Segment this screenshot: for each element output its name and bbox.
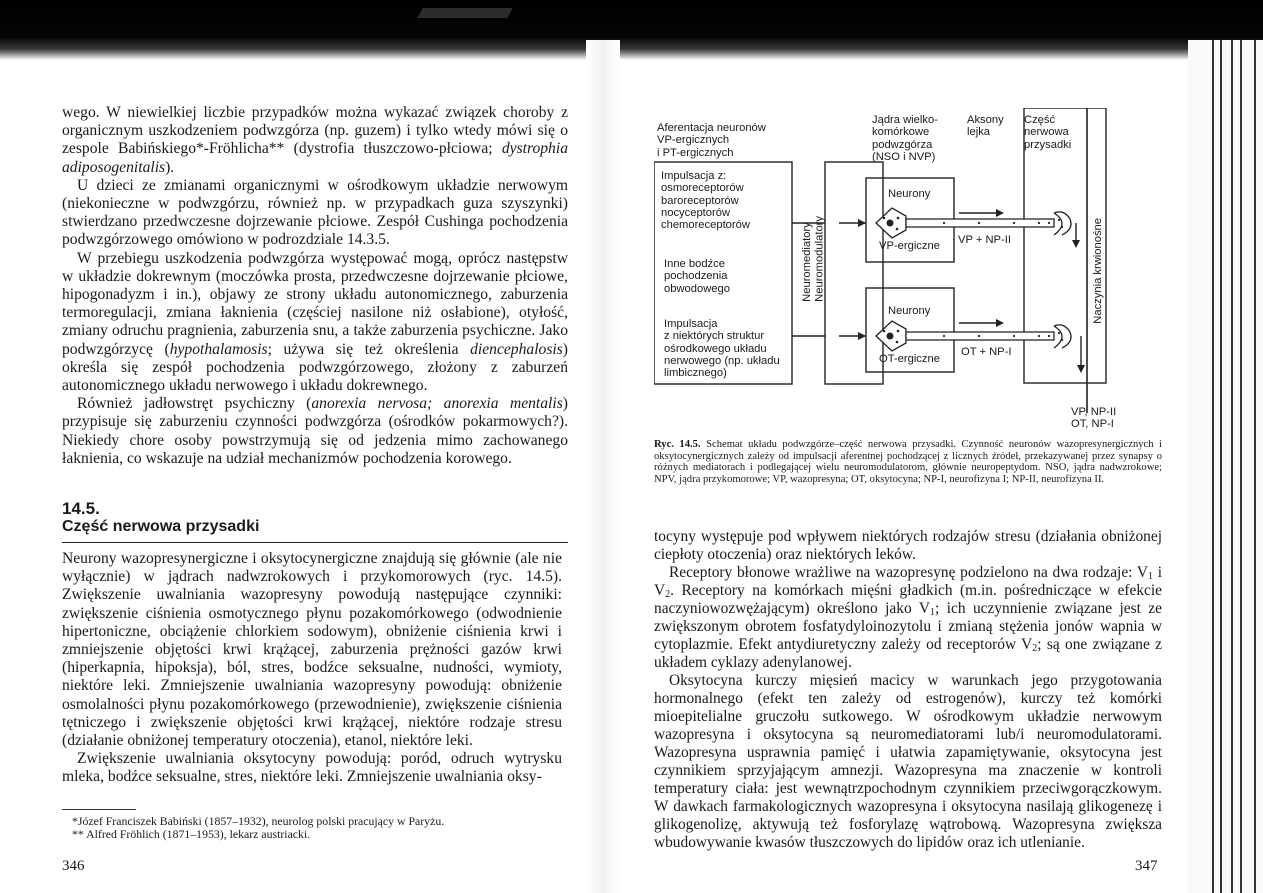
vp-neuron-label: Neurony (888, 188, 931, 200)
scan-dark-edge (0, 0, 1263, 60)
paragraph: W przebiegu uszkodzenia podwzgórza występować mogą, oprócz następstw w układzie dokrewnym (moczówka prosta, przedwczesne dojrzewanie płciowe, hipogonadyzm i in.), objawy ze strony układu autonomicznego, zaburzenia termoregulacji, zmiana łaknienia (częściej nasilone niż osłabione), otyłość, zmiany odruchu pragnienia, zaburzenia snu, a także zaburzenia psychiczne. Jako podwzgórzycę (hypothalamosis; używa się też określenia diencephalosis) określa się zespół pochodzenia podwzgórzowego, złożony z zaburzeń autonomicznego układu nerwowego i układu dokrewnego. (62, 249, 568, 395)
paragraph: wego. W niewielkiej liczbie przypadków można wykazać związek choroby z organicznym uszkodzeniem podwzgórza (np. guzem) i tylko wtedy mówi się o zespole Babińskiego*-Fröhlicha** (dystrofia tłuszczowo-płciowa; dystrophia adiposogenitalis). (62, 104, 568, 176)
paragraph: Receptory błonowe wrażliwe na wazopresynę podzielono na dwa rodzaje: $V_1$ i $V_2$. Receptory na komórkach mięśni gładkich (m.in. pośredniczące w efekcie naczyniowozwężającym) określono jako $V_1$; ich uczynnienie związane jest ze zwiększonym obrotem fosfatydyloinozytolu i zmianą stężenia jonów wapnia w cytoplazmie. Efekt antydiuretyczny zależy od receptorów $V_2$; są one związane z układem cyklazy adenylanowej. (654, 564, 1163, 671)
left-page-intro (62, 104, 568, 468)
page-number-right: 347 (1135, 858, 1158, 874)
input-group-receptors: Impulsacja z: osmoreceptorów baroreceptorów nocyceptorów chemoreceptorów (661, 170, 750, 232)
left-page-section-body (62, 550, 562, 787)
input-group-peripheral: Inne bodźce pochodzenia obwodowego (664, 258, 730, 295)
page-stack-edge (1188, 40, 1263, 893)
paragraph: Neurony wazopresynergiczne i oksytocynergiczne znajdują się głównie (ale nie wyłącznie) w jądrach nadwzrokowych i przykomorowych (ryc. 14.5). Zwiększenie uwalniania wazopresyny powodują następujące czynniki: zwiększenie ciśnienia osmotycznego płynu pozakomórkowego (odwodnienie hipertoniczne, obciążenie chlorkiem sodowym), obniżenie ciśnienia krwi i zmniejszenie objętości krwi krążącej, zaburzenia prężności gazów krwi (hiperkapnia, hipoksja), ból, stres, bodźce seksualne, nudności, wymioty, niektóre leki. Zmniejszenie uwalniania wazopresyny powodują: obniżenie osmolalności płynu pozakomórkowego (przewodnienie), zwiększenie ciśnienia tętniczego i zwiększenie objętości krwi krążącej, niektóre rodzaje stresu (działanie obniżonej temperatury otoczenia), etanol, niektóre leki. (62, 550, 562, 750)
output-vp: VP, NP-II (1071, 406, 1117, 418)
posterior-pituitary-label: Część nerwowa przysadki (1024, 114, 1072, 151)
section-title: Część nerwowa przysadki (62, 518, 260, 535)
ot-axon-label: OT + NP-I (961, 346, 1012, 358)
output-ot: OT, NP-I (1071, 418, 1114, 430)
section-rule (62, 542, 568, 543)
ot-neuron-type: OT-ergiczne (879, 353, 940, 365)
paragraph: Zwiększenie uwalniania oksytocyny powodują: poród, odruch wytrysku mleka, bodźce seksualne, stres, niektóre leki. Zmniejszenie uwalniania oksy- (62, 750, 562, 786)
vp-neuron-type: VP-ergiczne (879, 240, 940, 252)
figure-caption: Ryc. 14.5. Schemat układu podwzgórze–część nerwowa przysadki. Czynność neuronów wazopresynergicznych i oksytocynergicznych zależy od impulsacji aferentnej pochodzącej z licznych źródeł, przekazywanej przez synapsy o różnych mediatorach i podlegającej wielu neuromodulatorom, głównie neuropeptydom. NSO, jądra nadwzrokowe; NPV, jądra przykomorowe; VP, wazopresyna; OT, oksytocyna; NP-I, neurofizyna I; NP-II, neurofizyna II. (654, 439, 1162, 485)
mediators-label: Neuromediatory Neuromodulatory (801, 216, 826, 302)
input-group-cns: Impulsacja z niektórych struktur ośrodkowego układu nerwowego (np. układu limbicznego) (664, 318, 780, 380)
section-number: 14.5. (62, 499, 100, 518)
afferent-label: Aferentacja neuronów VP-ergicznych i PT-ergicznych (657, 122, 766, 159)
vp-axon-label: VP + NP-II (958, 234, 1011, 246)
axons-label: Aksony lejka (967, 114, 1004, 139)
mediator-box (825, 162, 883, 384)
figure-14-5 (654, 108, 1174, 438)
blood-vessels-label: Naczynia krwionośne (1092, 218, 1104, 324)
footnote: ** Alfred Fröhlich (1871–1953), lekarz austriacki. (72, 827, 311, 841)
paragraph: Oksytocyna kurczy mięsień macicy w warunkach jego przygotowania hormonalnego (efekt ten zależy od estrogenów), kurczy też komórki mioepitelialne gruczołu sutkowego. W ośrodkowym układzie nerwowym wazopresyna i oksytocyna są neuromediatorami lub/i neuromodulatorami. Wazopresyna usprawnia pamięć i ułatwia zapamiętywanie, oksytocyna jest czynnikiem sprzyjającym amnezji. Wazopresyna ma znaczenie w kontroli temperatury ciała: jest wewnątrzpochodnym czynnikiem przeciwgorączkowym. W dawkach farmakologicznych wazopresyna i oksytocyna nasilają glikogenezę i glikogenolizę, aktywują też fosforylazę wątrobową. Wazopresyna zwiększa wbudowywanie kwasów tłuszczowych do lipidów oraz ich utlenianie. (654, 672, 1162, 851)
paragraph: U dzieci ze zmianami organicznymi w ośrodkowym układzie nerwowym (niekonieczne w podwzgórzu, również np. w przypadkach guza szyszynki) stwierdzano przedwczesne dojrzewanie płciowe. Zespół Cushinga pochodzenia podwzgórzowego omówiono w podrozdziale 14.3.5. (62, 176, 568, 249)
book-gutter (586, 40, 620, 893)
nuclei-label: Jądra wielko- komórkowe podwzgórza (NSO i NVP) (872, 114, 938, 163)
paragraph: tocyny występuje pod wpływem niektórych rodzajów stresu (działania obniżonej ciepłoty otoczenia) oraz niektórych leków. (654, 528, 1162, 563)
right-page-body (654, 528, 1162, 852)
paragraph: Również jadłowstręt psychiczny (anorexia nervosa; anorexia mentalis) przypisuje się zaburzeniu czynności podwzgórza (ośrodków pokarmowych?). Niekiedy chore osoby powstrzymują się od jedzenia mimo zachowanego łaknienia, co wskazuje na udział mechanizmów pochodzenia korowego. (62, 395, 568, 467)
page-number-left: 346 (62, 858, 85, 874)
ot-neuron-label: Neurony (888, 305, 931, 317)
footnote: *Józef Franciszek Babiński (1857–1932), neurolog polski pracujący w Paryżu. (72, 814, 445, 828)
footnote-rule (62, 809, 136, 810)
